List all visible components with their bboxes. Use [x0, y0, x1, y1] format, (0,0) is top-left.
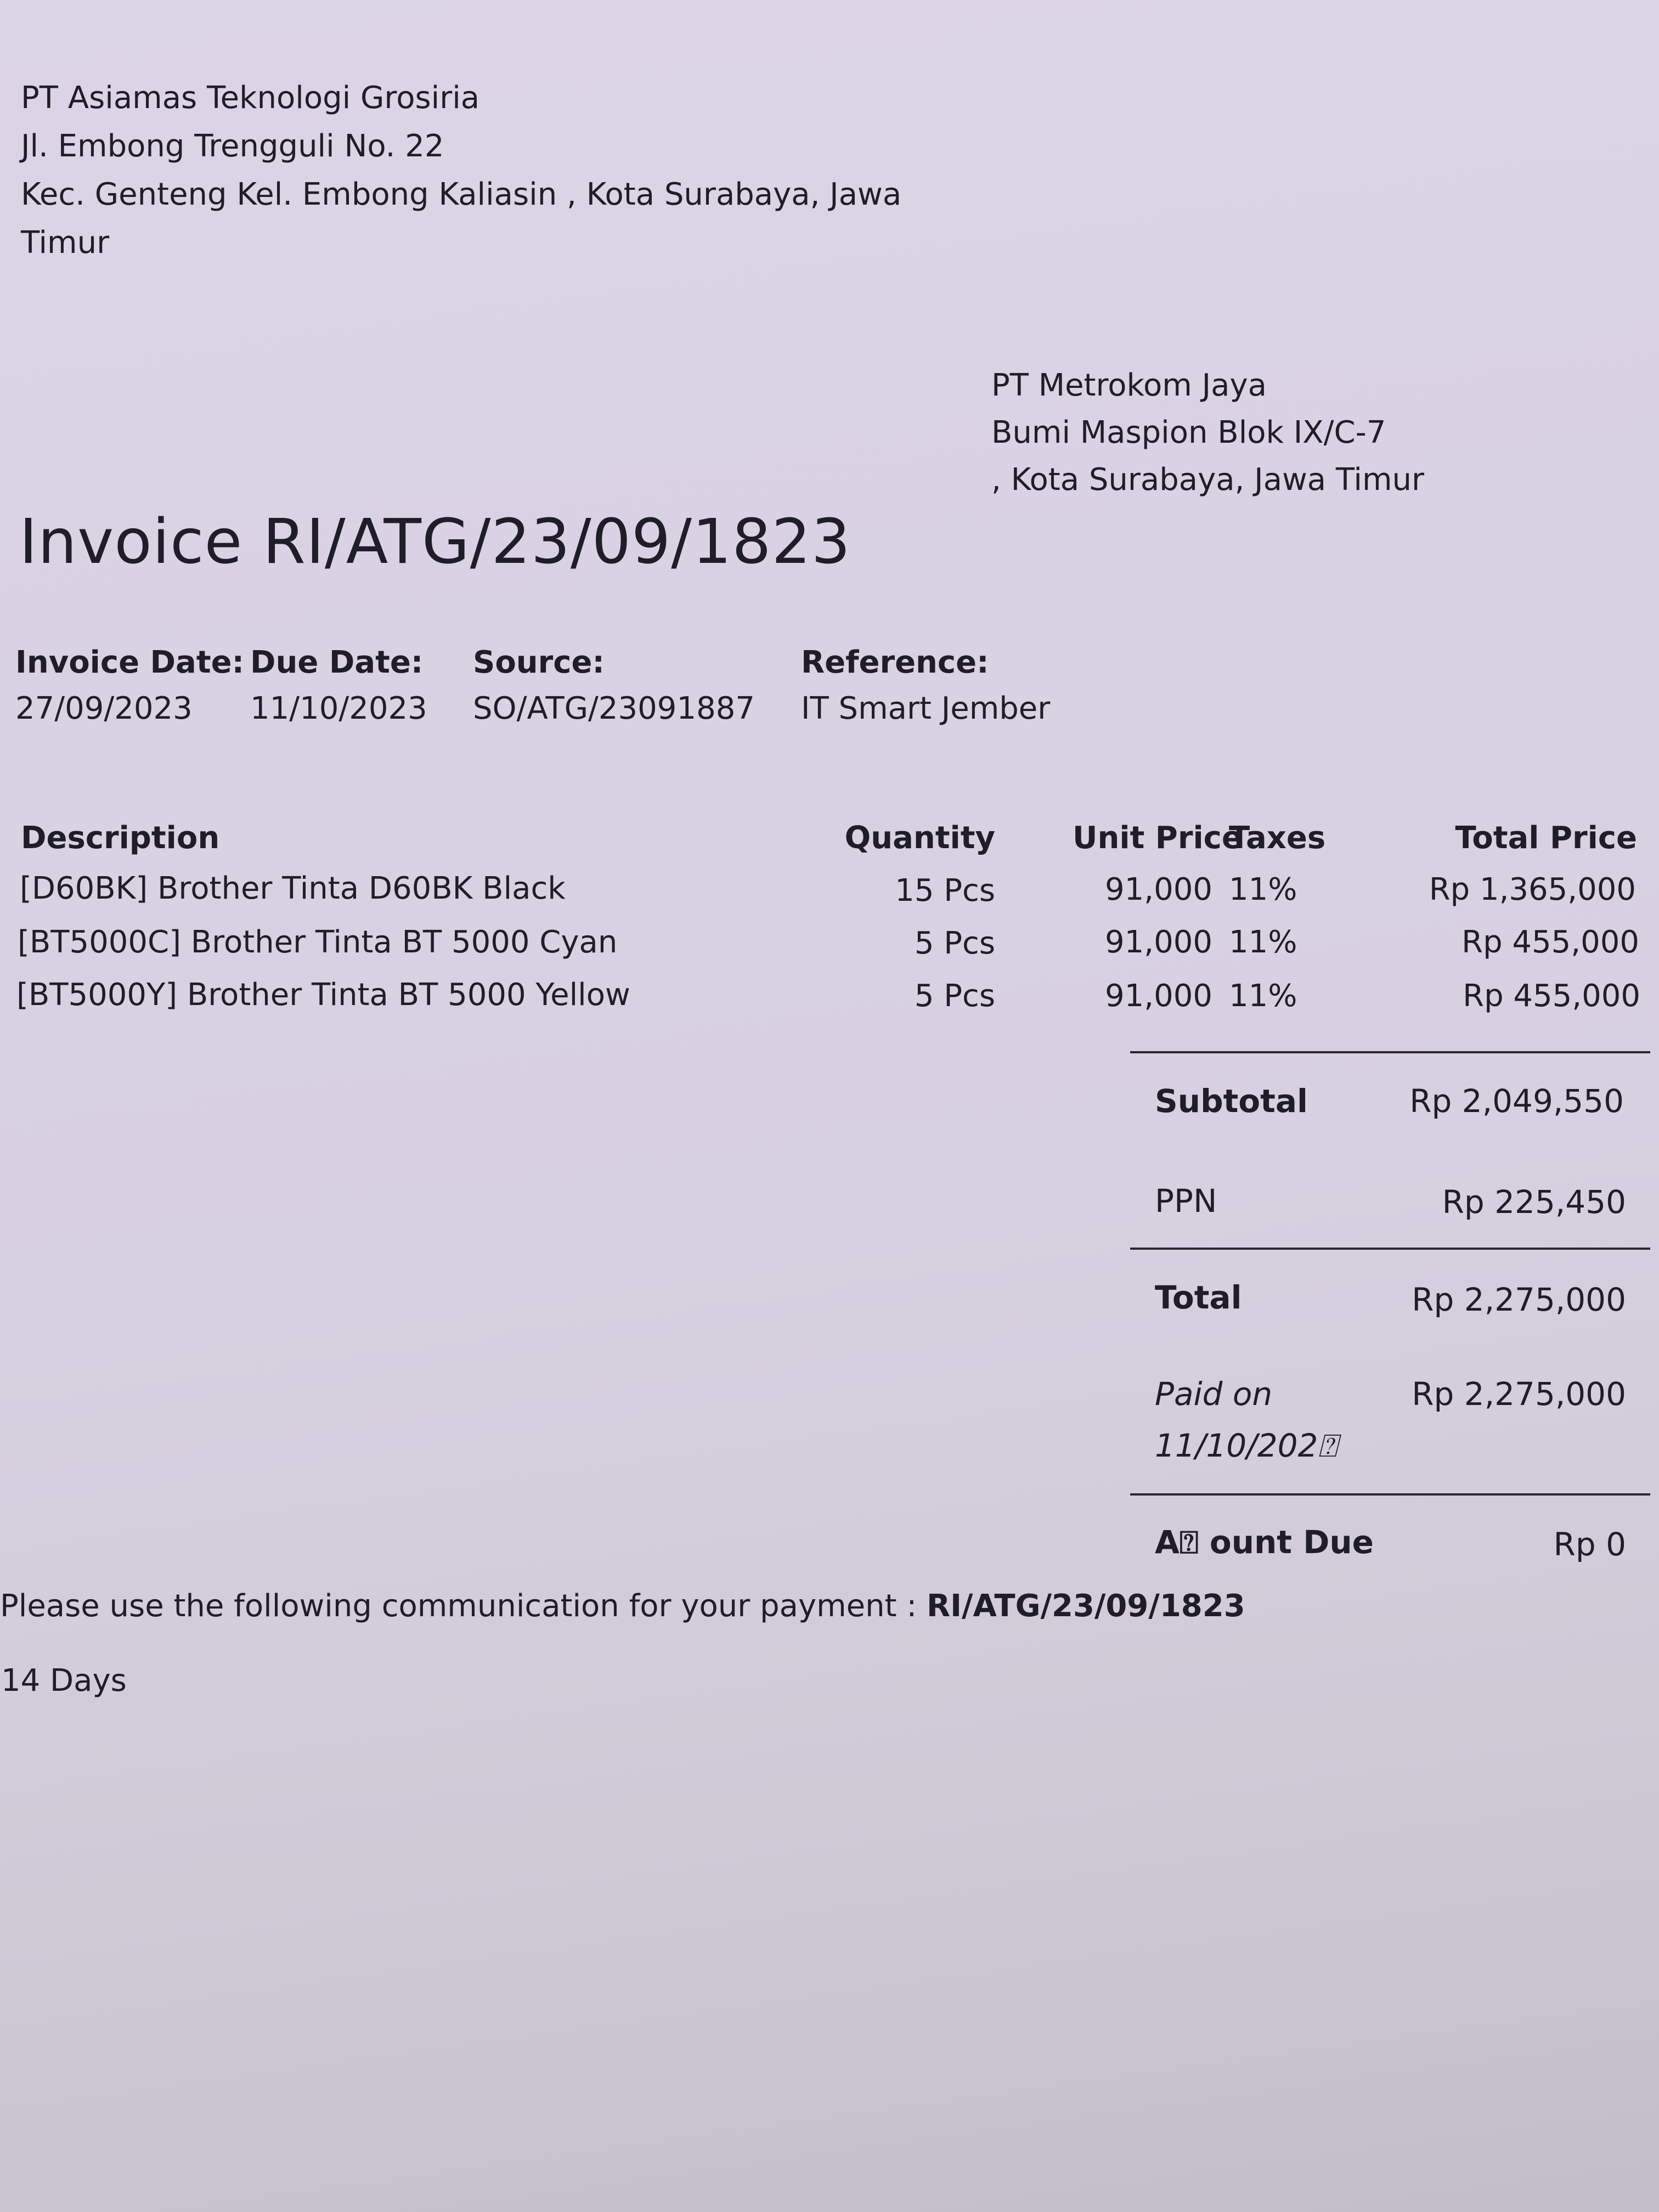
line-item-unit-price: 91,000	[1105, 872, 1212, 907]
column-header-quantity: Quantity	[844, 820, 995, 856]
line-item-total-price: Rp 455,000	[1463, 978, 1640, 1014]
reference-value: IT Smart Jember	[801, 691, 1051, 726]
column-header-taxes: Taxes	[1229, 820, 1326, 856]
recipient-street: Bumi Maspion Blok IX/C-7	[991, 415, 1386, 450]
line-item-total-price: Rp 1,365,000	[1429, 872, 1636, 907]
column-header-total-price: Total Price	[1455, 820, 1637, 856]
line-item-quantity: 15 Pcs	[895, 873, 995, 909]
paid-on-date: 11/10/202⍰	[1155, 1427, 1338, 1464]
total-label: Total	[1155, 1279, 1242, 1316]
sender-name: PT Asiamas Teknologi Grosiria	[21, 80, 480, 116]
summary-divider	[1130, 1248, 1650, 1250]
subtotal-label: Subtotal	[1155, 1082, 1308, 1120]
line-item-total-price: Rp 455,000	[1462, 924, 1639, 960]
sender-district: Kec. Genteng Kel. Embong Kaliasin , Kota Surabaya, Jawa	[21, 177, 902, 212]
line-item-quantity: 5 Pcs	[914, 978, 995, 1014]
ppn-label: PPN	[1155, 1182, 1217, 1220]
invoice-date-label: Invoice Date:	[15, 645, 244, 680]
paid-amount: Rp 2,275,000	[1412, 1375, 1626, 1413]
line-item-description: [BT5000Y] Brother Tinta BT 5000 Yellow	[16, 977, 630, 1013]
source-label: Source:	[473, 645, 605, 680]
total-value: Rp 2,275,000	[1412, 1281, 1626, 1318]
due-date-value: 11/10/2023	[250, 691, 427, 726]
recipient-city: , Kota Surabaya, Jawa Timur	[991, 462, 1425, 498]
column-header-description: Description	[21, 820, 220, 856]
line-item-taxes: 11%	[1229, 924, 1297, 960]
line-item-taxes: 11%	[1229, 978, 1297, 1014]
summary-divider	[1130, 1493, 1650, 1496]
invoice-title: Invoice RI/ATG/23/09/1823	[19, 506, 851, 578]
amount-due-label: A⍰ ount Due	[1155, 1523, 1374, 1561]
invoice-date-value: 27/09/2023	[15, 691, 193, 726]
payment-communication	[0, 1587, 1245, 1626]
sender-region: Timur	[21, 225, 110, 261]
line-item-unit-price: 91,000	[1105, 924, 1212, 960]
line-item-unit-price: 91,000	[1105, 978, 1212, 1014]
reference-label: Reference:	[801, 645, 989, 680]
sender-address	[21, 74, 901, 267]
line-item-description: [BT5000C] Brother Tinta BT 5000 Cyan	[18, 924, 618, 960]
recipient-address	[991, 362, 1424, 504]
sender-street: Jl. Embong Trengguli No. 22	[21, 128, 444, 164]
payment-communication-reference: RI/ATG/23/09/1823	[927, 1588, 1245, 1624]
payment-communication-text: Please use the following communication for your payment :	[0, 1588, 927, 1624]
ppn-value: Rp 225,450	[1442, 1183, 1626, 1221]
column-header-unit-price: Unit Price	[1073, 820, 1243, 856]
due-date-label: Due Date:	[250, 645, 424, 680]
subtotal-value: Rp 2,049,550	[1409, 1082, 1624, 1120]
amount-due-value: Rp 0	[1553, 1526, 1626, 1563]
paid-on-label: Paid on	[1155, 1375, 1273, 1413]
summary-divider	[1130, 1051, 1650, 1053]
line-item-quantity: 5 Pcs	[914, 926, 995, 961]
source-value: SO/ATG/23091887	[473, 691, 755, 726]
recipient-name: PT Metrokom Jaya	[991, 368, 1267, 403]
line-item-taxes: 11%	[1229, 872, 1297, 907]
line-item-description: [D60BK] Brother Tinta D60BK Black	[20, 871, 566, 906]
payment-terms: 14 Days	[1, 1663, 127, 1699]
